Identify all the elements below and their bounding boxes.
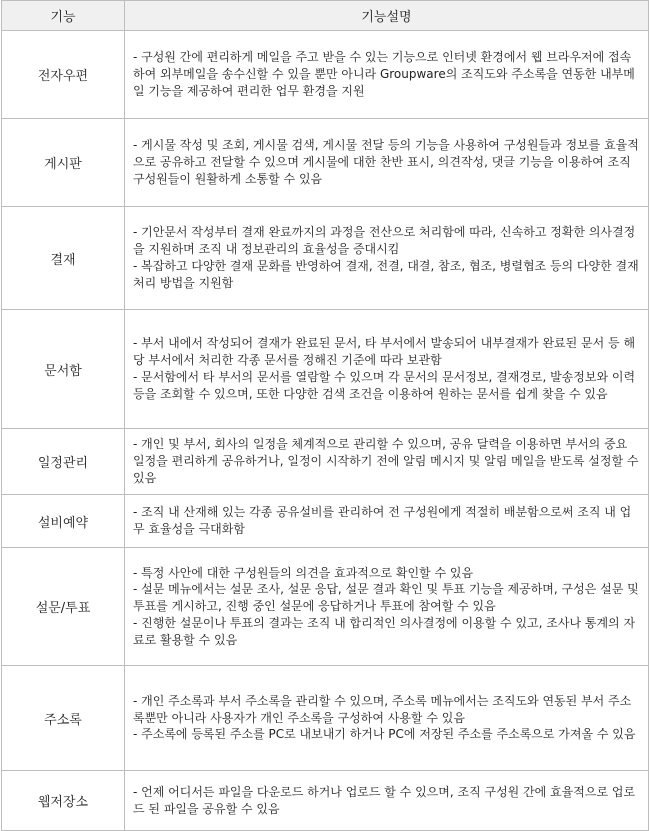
header-feature: 기능	[2, 1, 125, 31]
table-row	[2, 31, 649, 119]
feature-name: 설문/투표	[2, 548, 125, 666]
feature-description	[125, 666, 649, 771]
description-line: - 개인 주소록과 부서 주소록을 관리할 수 있으며, 주소록 메뉴에서는 조직도와 연동된 부서 주소록뿐만 아니라 사용자가 개인 주소록을 구성하여 사용할 수 있음	[133, 693, 632, 725]
table-row	[2, 666, 649, 771]
feature-name: 전자우편	[2, 31, 125, 119]
feature-name: 주소록	[2, 666, 125, 771]
feature-name: 게시판	[2, 119, 125, 207]
feature-name: 웹저장소	[2, 771, 125, 831]
description-line: - 설문 메뉴에서는 설문 조사, 설문 응답, 설문 결과 확인 및 투표 기능을 제공하며, 구성은 설문 및 투표를 게시하고, 진행 중인 설문에 응답하거나 투표에 참여할 수 있음	[133, 582, 639, 614]
feature-name: 결재	[2, 207, 125, 310]
table-row	[2, 310, 649, 429]
description-line: - 부서 내에서 작성되어 결재가 완료된 문서, 타 부서에서 발송되어 내부결재가 완료된 문서 등 해당 부서에서 처리한 각종 문서를 정해진 기준에 따라 보관함	[133, 336, 636, 368]
feature-description	[125, 207, 649, 310]
table-row	[2, 771, 649, 831]
description-line: - 복잡하고 다양한 결재 문화를 반영하여 결재, 전결, 대결, 참조, 협조, 병렬협조 등의 다양한 결재 처리 방법을 지원함	[133, 259, 639, 290]
description-line: - 구성원 간에 편리하게 메일을 주고 받을 수 있는 기능으로 인터넷 환경에서 웹 브라우저에 접속하여 외부메일을 송수신할 수 있을 뿐만 아니라 Groupware의 조직도와 주소록을 연동한 내부메일 기능을 제공하여 편리한 업무 환경을 지원	[133, 50, 635, 98]
feature-description	[125, 310, 649, 429]
feature-description	[125, 548, 649, 666]
description-line: - 특정 사안에 대한 구성원들의 의견을 효과적으로 확인할 수 있음	[133, 565, 474, 580]
header-description: 기능설명	[125, 1, 649, 31]
feature-description	[125, 771, 649, 831]
description-line: - 게시물 작성 및 조회, 게시물 검색, 게시물 전달 등의 기능을 사용하여 구성원들과 정보를 효율적으로 공유하고 전달할 수 있으며 게시물에 대한 찬반 표시, 의견작성, 댓글 기능을 이용하여 조직 구성원들이 원활하게 소통할 수 있음	[133, 138, 639, 186]
description-line: - 조직 내 산재해 있는 각종 공유설비를 관리하여 전 구성원에게 적절히 배분함으로써 조직 내 업무 효율성을 극대화함	[133, 505, 632, 536]
description-line: - 언제 어디서든 파일을 다운로드 하거나 업로드 할 수 있으며, 조직 구성원 간에 효율적으로 업로드 된 파일을 공유할 수 있음	[133, 784, 636, 816]
description-line: - 진행한 설문이나 투표의 결과는 조직 내 합리적인 의사결정에 이용할 수 있고, 조사나 통계의 자료로 활용할 수 있음	[133, 615, 636, 647]
table-row	[2, 548, 649, 666]
feature-description	[125, 119, 649, 207]
table-header-row	[2, 1, 649, 31]
feature-description	[125, 429, 649, 495]
feature-description	[125, 31, 649, 119]
description-line: - 주소록에 등록된 주소를 PC로 내보내기 하거나 PC에 저장된 주소를 주소록으로 가져올 수 있음	[133, 727, 636, 742]
feature-name: 문서함	[2, 310, 125, 429]
table-row	[2, 207, 649, 310]
feature-table	[1, 0, 649, 831]
table-body	[2, 31, 649, 831]
table-row	[2, 429, 649, 495]
feature-description	[125, 495, 649, 548]
description-line: - 개인 및 부서, 회사의 일정을 체계적으로 관리할 수 있으며, 공유 달력을 이용하면 부서의 중요 일정을 편리하게 공유하거나, 일정이 시작하기 전에 알림 메시지 및 알림 메일을 받도록 설정할 수 있음	[133, 437, 639, 485]
feature-name: 일정관리	[2, 429, 125, 495]
description-line: - 기안문서 작성부터 결재 완료까지의 과정을 전산으로 처리함에 따라, 신속하고 정확한 의사결정을 지원하며 조직 내 정보관리의 효율성을 증대시킴	[133, 225, 636, 257]
feature-name: 설비예약	[2, 495, 125, 548]
table-row	[2, 119, 649, 207]
table-row	[2, 495, 649, 548]
description-line: - 문서함에서 타 부서의 문서를 열람할 수 있으며 각 문서의 문서정보, 결재경로, 발송정보와 이력 등을 조회할 수 있으며, 또한 다양한 검색 조건을 이용하여 원하는 문서를 쉽게 찾을 수 있음	[133, 370, 636, 401]
